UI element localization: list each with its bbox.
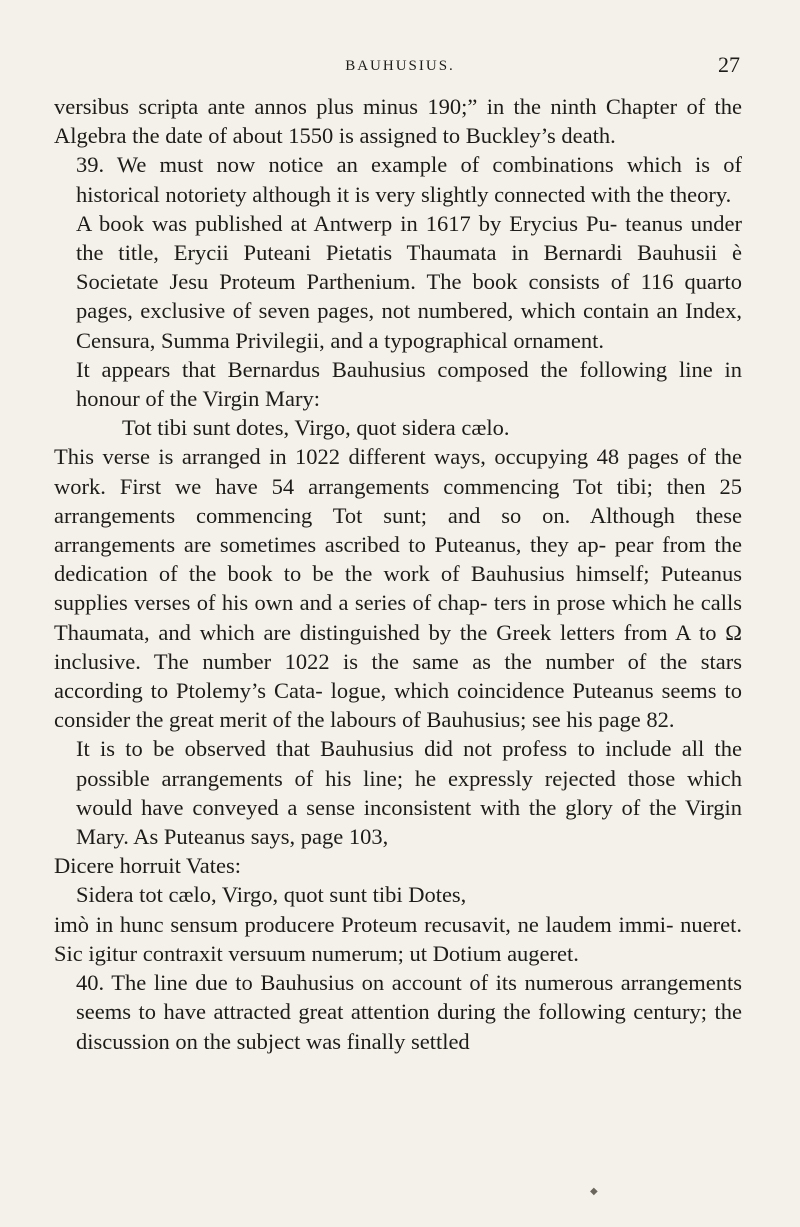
verse-text: Sidera tot cælo, Virgo, quot sunt tibi Dotes, xyxy=(76,882,467,908)
verse-line-rejected xyxy=(54,880,742,909)
paragraph-text: This verse is arranged in 1022 different ways, occupying 48 pages of the work. First we have 54 arrangements commencing Tot tibi; then 25 arrangements commencing Tot sunt; and so on. Although these arrangements are sometimes ascribed to Puteanus, they ap- pear from the dedication of the book to be the work of Bauhusius himself; Puteanus supplies verses of his own and a series of chap- ters in prose which he calls Thaumata, and which are distinguished by the Greek letters from A to Ω inclusive. The number 1022 is the same as the number of the stars according to Ptolemy’s Cata- logue, which coincidence Puteanus seems to consider the great merit of the labours of Bauhusius; see his page 82. xyxy=(54,444,742,733)
paragraph-section-40 xyxy=(54,968,742,1056)
verse-text: Tot tibi sunt dotes, Virgo, quot sidera cælo. xyxy=(122,415,510,441)
paragraph-section-39 xyxy=(54,150,742,208)
paragraph-text: A book was published at Antwerp in 1617 by Erycius Pu- teanus under the title, Erycii Puteani Pietatis Thaumata in Bernardi Bauhusii è Societate Jesu Proteum Parthenium. The book consists of 116 quarto pages, exclusive of seven pages, not numbered, which contain an Index, Censura, Summa Privilegii, and a typographical ornament. xyxy=(76,210,742,353)
paragraph-book-description xyxy=(54,209,742,355)
paragraph-text: versibus scripta ante annos plus minus 190;” in the ninth Chapter of the Algebra the date of about 1550 is assigned to Buckley’s death. xyxy=(54,94,742,149)
paragraph-text: It appears that Bernardus Bauhusius composed the following line in honour of the Virgin Mary: xyxy=(76,356,742,412)
paragraph-text: 39. We must now notice an example of combinations which is of historical notoriety although it is very slightly connected with the theory. xyxy=(76,152,742,207)
paragraph-arrangements xyxy=(54,442,742,734)
verse-line xyxy=(54,413,742,442)
paragraph-bauhusius-line xyxy=(54,355,742,413)
body-text xyxy=(54,92,742,1056)
page-number: 27 xyxy=(718,52,740,77)
paragraph-text: imò in hunc sensum producere Proteum recusavit, ne laudem immi- nueret. Sic igitur contraxit versuum numerum; ut Dotium augeret. xyxy=(54,911,742,966)
printer-mark-icon: ◆ xyxy=(590,1186,598,1197)
paragraph-text: It is to be observed that Bauhusius did not profess to include all the possible arrangements of his line; he expressly rejected those which would have conveyed a sense inconsistent with the glory of the Virgin Mary. As Puteanus says, page 103, xyxy=(76,736,742,850)
paragraph-text: 40. The line due to Bauhusius on account of its numerous arrangements seems to have attracted great attention during the following century; the discussion on the subject was finally settled xyxy=(76,970,742,1054)
paragraph-observation xyxy=(54,734,742,851)
running-head: BAUHUSIUS. xyxy=(345,58,455,74)
paragraph-continuation xyxy=(54,92,742,150)
paragraph-text: Dicere horruit Vates: xyxy=(54,853,242,879)
paragraph-imo xyxy=(54,910,742,968)
paragraph-dicere xyxy=(54,851,742,880)
